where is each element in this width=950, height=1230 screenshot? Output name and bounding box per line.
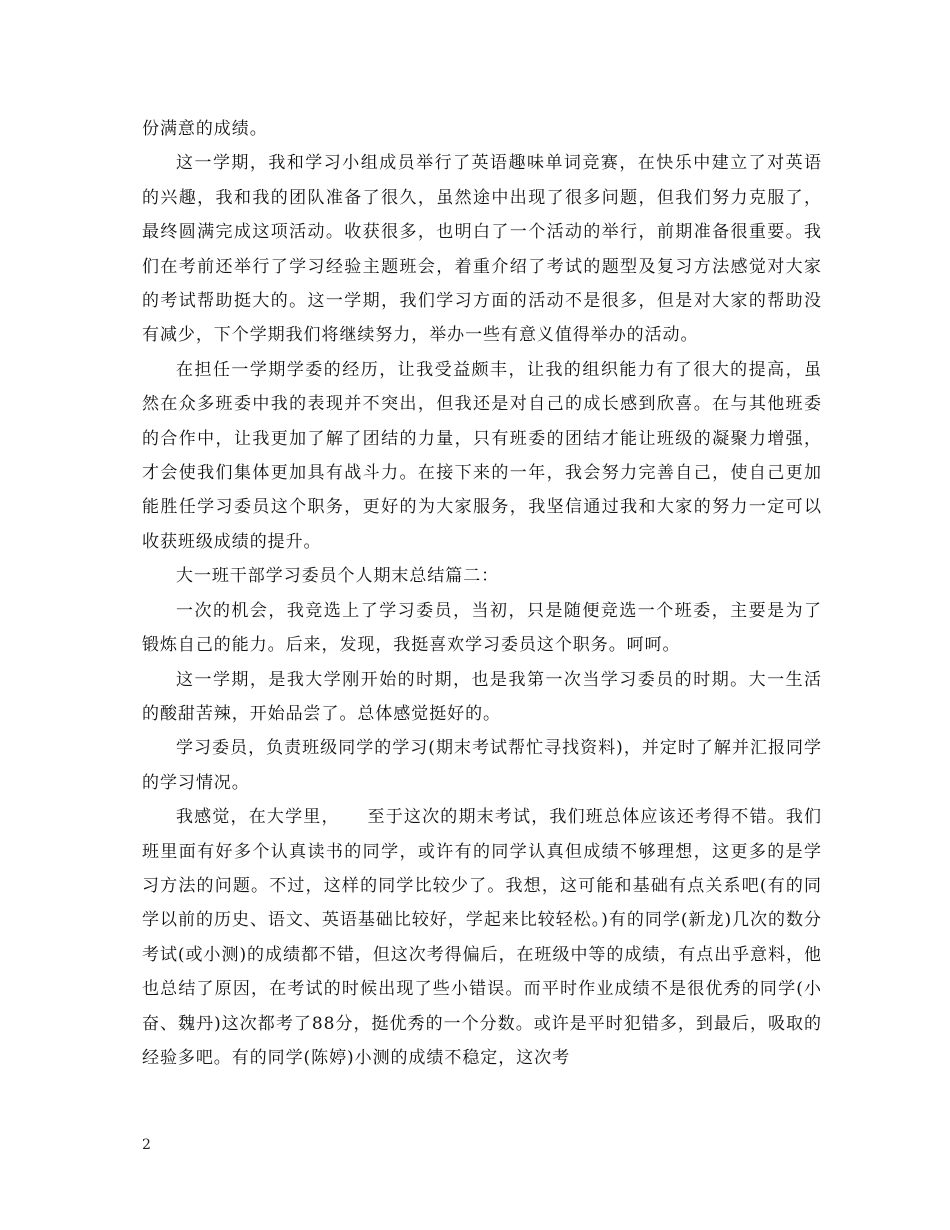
paragraph-1: 份满意的成绩。 [142, 119, 268, 139]
paragraph-5: 一次的机会，我竞选上了学习委员，当初，只是随便竞选一个班委，主要是为了锻炼自己的能力。后来，发现，我挺喜欢学习委员这个职务。呵呵。 [142, 600, 822, 656]
section-heading: 大一班干部学习委员个人期末总结篇二： [176, 566, 500, 587]
document-body [142, 112, 822, 1075]
paragraph-8: 我感觉，在大学里， 至于这次的期末考试，我们班总体应该还考得不错。我们班里面有好多个认真读书的同学，或许有的同学认真但成绩不够理想，这更多的是学习方法的问题。不过，这样的同学比较少了。我想，这可能和基础有点关系吧(有的同学以前的历史、语文、英语基础比较好，学起来比较轻松。)有的同学(新龙)几次的数分考试(或小测)的成绩都不错，但这次考得偏后，在班级中等的成绩，有点出乎意料，他也总结了原因，在考试的时候出现了些小错误。而平时作业成绩不是很优秀的同学(小奋、魏丹)这次都考了88分，挺优秀的一个分数。或许是平时犯错多，到最后，吸取的经验多吧。有的同学(陈婷)小测的成绩不稳定，这次考 [142, 807, 822, 1068]
paragraph-3: 在担任一学期学委的经历，让我受益颇丰，让我的组织能力有了很大的提高，虽然在众多班委中我的表现并不突出，但我还是对自己的成长感到欣喜。在与其他班委的合作中，让我更加了解了团结的力量，只有班委的团结才能让班级的凝聚力增强，才会使我们集体更加具有战斗力。在接下来的一年，我会努力完善自己，使自己更加能胜任学习委员这个职务，更好的为大家服务，我坚信通过我和大家的努力一定可以收获班级成绩的提升。 [142, 359, 822, 552]
page-number: 2 [142, 1137, 151, 1153]
paragraph-7: 学习委员，负责班级同学的学习(期末考试帮忙寻找资料)，并定时了解并汇报同学的学习情况。 [142, 738, 822, 793]
paragraph-6: 这一学期，是我大学刚开始的时期，也是我第一次当学习委员的时期。大一生活的酸甜苦辣，开始品尝了。总体感觉挺好的。 [142, 669, 822, 724]
paragraph-2: 这一学期，我和学习小组成员举行了英语趣味单词竞赛，在快乐中建立了对英语的兴趣，我和我的团队准备了很久，虽然途中出现了很多问题，但我们努力克服了，最终圆满完成这项活动。收获很多，也明白了一个活动的举行，前期准备很重要。我们在考前还举行了学习经验主题班会，着重介绍了考试的题型及复习方法感觉对大家的考试帮助挺大的。这一学期，我们学习方面的活动不是很多，但是对大家的帮助没有减少，下个学期我们将继续努力，举办一些有意义值得举办的活动。 [142, 153, 822, 346]
